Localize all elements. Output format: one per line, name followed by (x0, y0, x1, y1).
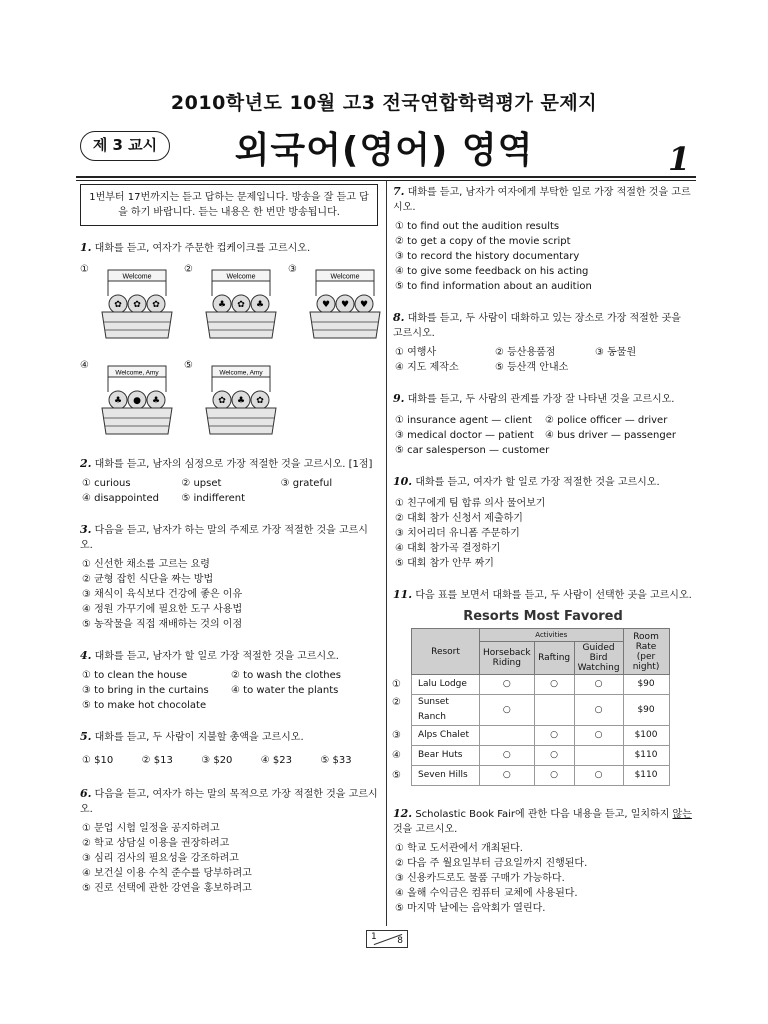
option-3[interactable]: ③ grateful (280, 478, 333, 489)
banner-text: Welcome (226, 273, 256, 281)
option-3[interactable]: ③ 신용카드로도 물품 구매가 가능하다. (395, 873, 565, 884)
option-1[interactable]: ① 친구에게 팀 합류 의사 물어보기 (395, 498, 546, 509)
question-text-end: 것을 고르시오. (393, 824, 458, 835)
option-number: ④ (80, 360, 89, 371)
cell-rafting (534, 695, 574, 726)
option-1[interactable]: ① curious (82, 478, 131, 489)
svg-text:♣: ♣ (151, 396, 161, 406)
period-badge: 제 3 교시 (80, 131, 170, 161)
option-number: ⑤ (392, 770, 401, 781)
cell-bird: ○ (574, 675, 623, 695)
question-number: 1. (80, 241, 92, 254)
banner-text: Welcome, Amy (115, 369, 159, 377)
question-text: 대화를 듣고, 여자가 할 일로 가장 적절한 것을 고르시오. (415, 477, 660, 488)
svg-text:♥: ♥ (321, 300, 331, 310)
cupcake-box-image (98, 362, 176, 442)
question-number: 2. (80, 457, 92, 470)
cupcake-option-1[interactable] (80, 262, 176, 348)
table-row[interactable] (412, 695, 670, 726)
table-row[interactable] (412, 746, 670, 766)
option-4[interactable]: ④ to water the plants (231, 685, 339, 696)
option-number: ② (392, 697, 401, 708)
svg-text:♥: ♥ (359, 300, 369, 310)
option-2[interactable]: ② 다음 주 월요일부터 금요일까지 진행된다. (395, 858, 588, 869)
question-text: 대화를 듣고, 남자가 여자에게 부탁한 일로 가장 적절한 것을 고르시오. (393, 187, 691, 213)
banner-text: Welcome, Amy (219, 369, 263, 377)
option-5[interactable]: ⑤ 마지막 날에는 음악회가 열린다. (395, 903, 546, 914)
option-2[interactable]: ② 학교 상담실 이용을 권장하려고 (82, 838, 230, 849)
question-number: 11. (393, 588, 413, 601)
option-number: ③ (288, 264, 297, 275)
option-2[interactable]: ② 대회 참가 신청서 제출하기 (395, 513, 523, 524)
question-5 (80, 729, 378, 768)
question-number: 12. (393, 807, 413, 820)
question-text: 다음을 듣고, 남자가 하는 말의 주제로 가장 적절한 것을 고르시오. (80, 525, 368, 551)
svg-text:♥: ♥ (340, 300, 350, 310)
option-5[interactable]: ⑤ 대회 참가 안무 짜기 (395, 558, 494, 569)
cupcake-option-3[interactable] (288, 262, 384, 348)
option-number: ⑤ (184, 360, 193, 371)
option-4[interactable]: ④ 보건실 이용 수칙 준수를 당부하려고 (82, 868, 252, 879)
svg-text:✿: ✿ (218, 396, 226, 406)
question-number: 3. (80, 523, 92, 536)
option-4[interactable]: ④ to give some feedback on his acting (395, 266, 589, 277)
cupcake-box-image (98, 266, 176, 346)
option-number: ① (392, 679, 401, 690)
svg-text:♣: ♣ (236, 396, 246, 406)
option-5[interactable]: ⑤ 등산객 안내소 (495, 362, 569, 373)
question-text: 대화를 듣고, 남자의 심정으로 가장 적절한 것을 고르시오. [1점] (94, 459, 373, 470)
option-4[interactable]: ④ bus driver — passenger (545, 430, 676, 441)
option-5[interactable]: ⑤ 농작물을 직접 재배하는 것의 이점 (82, 619, 243, 630)
cupcake-box-image (202, 266, 280, 346)
option-4[interactable]: ④ 대회 참가곡 결정하기 (395, 543, 501, 554)
question-12 (393, 806, 693, 916)
option-4[interactable]: ④ 올해 수익금은 컴퓨터 교체에 사용된다. (395, 888, 578, 899)
cell-rate: $110 (623, 746, 669, 766)
option-5[interactable]: ⑤ $33 (320, 755, 352, 766)
cell-rate: $100 (623, 726, 669, 746)
question-number: 8. (393, 311, 405, 324)
option-number: ① (80, 264, 89, 275)
table-row[interactable] (412, 675, 670, 695)
cell-rate: $110 (623, 766, 669, 786)
option-number: ② (184, 264, 193, 275)
cupcake-option-5[interactable] (184, 358, 280, 444)
option-2[interactable]: ② police officer — driver (545, 415, 668, 426)
exam-title: 2010학년도 10월 고3 전국연합학력평가 문제지 (170, 92, 598, 114)
cell-bird (574, 746, 623, 766)
svg-text:♣: ♣ (217, 300, 227, 310)
option-4[interactable]: ④ 지도 제작소 (395, 362, 459, 373)
header-activities: Activities (480, 629, 624, 642)
option-4[interactable]: ④ $23 (260, 755, 293, 766)
question-text: 다음 표를 보면서 대화를 듣고, 두 사람이 선택한 곳을 고르시오. (415, 590, 692, 601)
option-1[interactable]: ① 학교 도서관에서 개최된다. (395, 843, 523, 854)
question-text: 대화를 듣고, 여자가 주문한 컵케이크를 고르시오. (94, 243, 311, 254)
cell-rafting: ○ (534, 675, 574, 695)
cupcake-option-2[interactable] (184, 262, 280, 348)
question-text: Scholastic Book Fair에 관한 다음 내용을 듣고, 일치하지 (415, 809, 670, 820)
resort-name: Bear Huts (418, 750, 463, 760)
banner-text: Welcome (330, 273, 360, 281)
option-3[interactable]: ③ 심리 검사의 필요성을 강조하려고 (82, 853, 239, 864)
cell-horseback: ○ (480, 675, 535, 695)
svg-text:✿: ✿ (256, 396, 264, 406)
svg-text:✿: ✿ (152, 300, 160, 310)
option-2[interactable]: ② $13 (141, 755, 173, 766)
question-7 (393, 184, 693, 294)
question-11 (393, 587, 693, 786)
option-3[interactable]: ③ $20 (201, 755, 233, 766)
option-2[interactable]: ② to get a copy of the movie script (395, 236, 571, 247)
header-room-rate: Room Rate (per night) (623, 629, 669, 675)
question-emphasis: 않는 (672, 809, 692, 820)
question-text: 대화를 듣고, 두 사람이 지불할 총액을 고르시오. (94, 732, 304, 743)
option-1[interactable]: ① to clean the house (82, 670, 188, 681)
cell-rafting: ○ (534, 746, 574, 766)
question-6 (80, 786, 378, 896)
page-indicator (366, 930, 408, 948)
right-column (393, 184, 693, 926)
option-2[interactable]: ② 균형 잡힌 식단을 짜는 방법 (82, 574, 214, 585)
question-text: 대화를 듣고, 두 사람의 관계를 가장 잘 나타낸 것을 고르시오. (407, 394, 675, 405)
subject-title: 외국어(영어) 영역 (234, 130, 534, 171)
option-1[interactable]: ① 문업 시험 일정을 공지하려고 (82, 823, 220, 834)
svg-text:✿: ✿ (133, 300, 141, 310)
resort-table (392, 628, 670, 786)
svg-text:♣: ♣ (113, 396, 123, 406)
cell-horseback: ○ (480, 746, 535, 766)
cupcake-box-image (306, 266, 384, 346)
table-title: Resorts Most Favored (463, 609, 623, 624)
column-divider (386, 181, 387, 926)
question-2 (80, 456, 378, 506)
svg-text:♣: ♣ (255, 300, 265, 310)
option-2[interactable]: ② upset (181, 478, 222, 489)
question-number: 6. (80, 787, 92, 800)
option-5[interactable]: ⑤ car salesperson — customer (395, 445, 550, 456)
cupcake-box-image (202, 362, 280, 442)
banner-text: Welcome (122, 273, 152, 281)
question-text: 대화를 듣고, 두 사람이 대화하고 있는 장소로 가장 적절한 곳을 고르시오. (393, 313, 681, 339)
cell-bird: ○ (574, 766, 623, 786)
question-9 (393, 391, 693, 458)
option-3[interactable]: ③ medical doctor — patient (395, 430, 534, 441)
option-2[interactable]: ② 등산용품점 (495, 347, 556, 358)
cell-rate: $90 (623, 675, 669, 695)
header-horseback: Horseback Riding (480, 642, 535, 675)
cupcake-options (80, 262, 378, 444)
header-rule (76, 176, 696, 178)
option-1[interactable]: ① insurance agent — client (395, 415, 532, 426)
option-5[interactable]: ⑤ indifferent (181, 493, 246, 504)
table-row[interactable] (412, 726, 670, 746)
option-1[interactable]: ① to find out the audition results (395, 221, 560, 232)
svg-text:✿: ✿ (114, 300, 122, 310)
left-column (80, 184, 378, 906)
question-number: 10. (393, 475, 413, 488)
svg-text:✿: ✿ (237, 300, 245, 310)
cell-rate: $90 (623, 695, 669, 726)
cell-rafting: ○ (534, 766, 574, 786)
option-1[interactable]: ① $10 (82, 755, 114, 766)
question-number: 7. (393, 185, 405, 198)
cell-rafting: ○ (534, 726, 574, 746)
table-row[interactable] (412, 766, 670, 786)
question-3 (80, 522, 378, 632)
cell-horseback (480, 726, 535, 746)
listening-notice: 1번부터 17번까지는 듣고 답하는 문제입니다. 방송을 잘 듣고 답을 하기 바랍니다. 듣는 내용은 한 번만 방송됩니다. (80, 184, 378, 226)
option-number: ④ (392, 750, 401, 761)
svg-text:●: ● (133, 396, 141, 406)
total-pages: 8 (397, 936, 403, 946)
header-rafting: Rafting (534, 642, 574, 675)
option-1[interactable]: ① 신선한 채소를 고르는 요령 (82, 559, 210, 570)
header-bird-watching: Guided Bird Watching (574, 642, 623, 675)
option-5[interactable]: ⑤ to find information about an audition (395, 281, 592, 292)
page-number: 1 (668, 140, 691, 178)
option-4[interactable]: ④ 정원 가꾸기에 필요한 도구 사용법 (82, 604, 243, 615)
option-3[interactable]: ③ 채식이 육식보다 건강에 좋은 이유 (82, 589, 243, 600)
question-number: 9. (393, 392, 405, 405)
question-8 (393, 310, 693, 375)
cell-bird: ○ (574, 726, 623, 746)
cell-horseback: ○ (480, 766, 535, 786)
option-3[interactable]: ③ 동물원 (595, 347, 637, 358)
option-number: ③ (392, 730, 401, 741)
current-page: 1 (371, 932, 377, 942)
option-3[interactable]: ③ to bring in the curtains (82, 685, 209, 696)
cell-horseback: ○ (480, 695, 535, 726)
question-number: 4. (80, 649, 92, 662)
question-1 (80, 240, 378, 444)
question-number: 5. (80, 730, 92, 743)
question-10 (393, 474, 693, 571)
option-1[interactable]: ① 여행사 (395, 347, 437, 358)
option-4[interactable]: ④ disappointed (82, 493, 159, 504)
question-text: 다음을 듣고, 여자가 하는 말의 목적으로 가장 적절한 것을 고르시오. (80, 789, 378, 815)
option-3[interactable]: ③ 치어리더 유니폼 주문하기 (395, 528, 520, 539)
option-5[interactable]: ⑤ to make hot chocolate (82, 700, 207, 711)
option-2[interactable]: ② to wash the clothes (231, 670, 341, 681)
cupcake-option-4[interactable] (80, 358, 176, 444)
option-5[interactable]: ⑤ 진로 선택에 관한 강연을 홍보하려고 (82, 883, 252, 894)
header-resort: Resort (412, 629, 480, 675)
resort-name: Lalu Lodge (418, 679, 467, 689)
question-4 (80, 648, 378, 713)
resort-name: Alps Chalet (418, 730, 469, 740)
resort-name: Seven Hills (418, 770, 468, 780)
cell-bird: ○ (574, 695, 623, 726)
option-3[interactable]: ③ to record the history documentary (395, 251, 580, 262)
question-text: 대화를 듣고, 남자가 할 일로 가장 적절한 것을 고르시오. (94, 651, 339, 662)
resort-name: Sunset Ranch (418, 697, 449, 722)
